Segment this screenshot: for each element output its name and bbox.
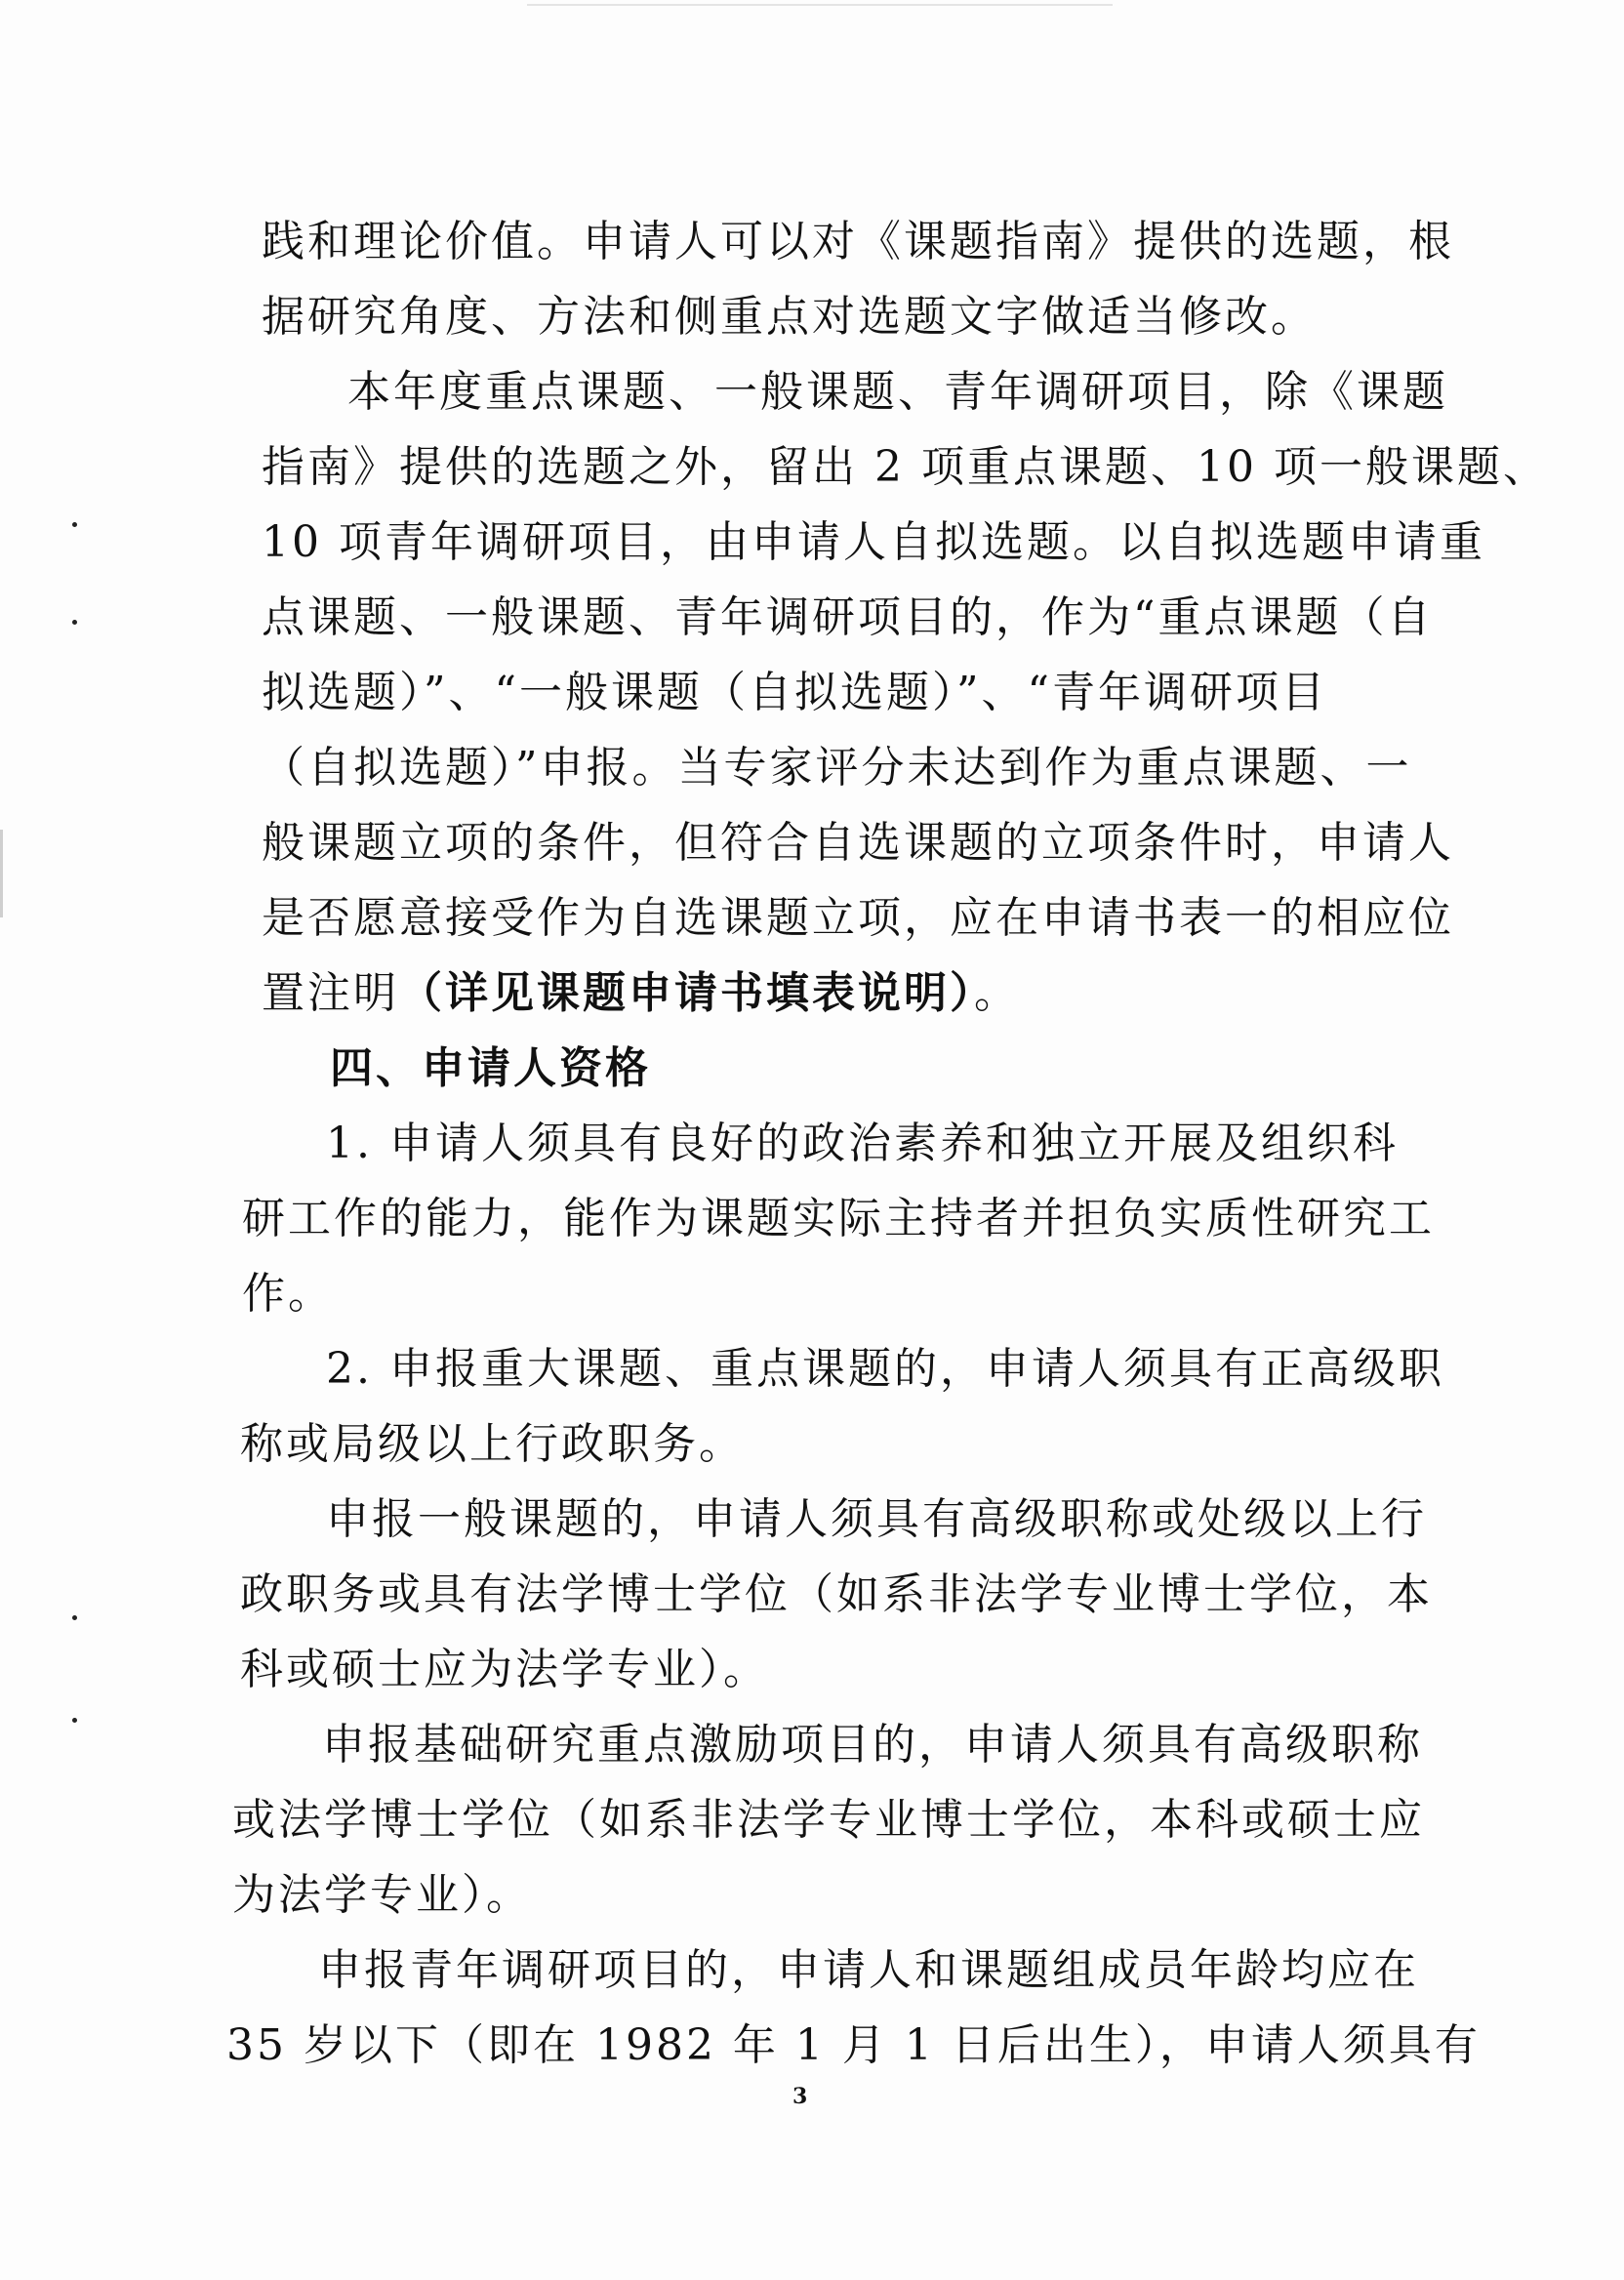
text-line: 10 项青年调研项目，由申请人自拟选题。以自拟选题申请重 — [262, 517, 1485, 567]
text-line — [262, 964, 1020, 1023]
text-line: 1. 申请人须具有良好的政治素养和独立开展及组织科 — [326, 1119, 1399, 1168]
text-segment: 置注明 — [262, 968, 399, 1018]
scan-speck — [72, 1615, 77, 1620]
text-line: 指南》提供的选题之外，留出 2 项重点课题、10 项一般课题、 — [262, 442, 1549, 492]
text-line: 践和理论价值。申请人可以对《课题指南》提供的选题，根 — [262, 217, 1454, 266]
text-line: 或法学博士学位（如系非法学专业博士学位，本科或硕士应 — [232, 1795, 1425, 1845]
text-line: 为法学专业）。 — [232, 1870, 532, 1920]
text-line: 作。 — [242, 1269, 334, 1319]
text-line: 本年度重点课题、一般课题、青年调研项目，除《课题 — [347, 367, 1448, 417]
text-line: 拟选题）”、“一般课题（自拟选题）”、“青年调研项目 — [262, 668, 1327, 717]
text-line: 科或硕士应为法学专业）。 — [240, 1645, 769, 1694]
text-line: 申报基础研究重点激励项目的，申请人须具有高级职称 — [322, 1720, 1423, 1770]
text-line: 研工作的能力，能作为课题实际主持者并担负实质性研究工 — [242, 1194, 1435, 1243]
text-line: 据研究角度、方法和侧重点对选题文字做适当修改。 — [262, 292, 1317, 342]
text-line: 2. 申报重大课题、重点课题的，申请人须具有正高级职 — [326, 1344, 1444, 1394]
page-number: 3 — [792, 2084, 808, 2109]
section-heading: 四、申请人资格 — [330, 1043, 651, 1093]
scan-speck — [72, 522, 77, 527]
text-segment: 。 — [974, 968, 1020, 1018]
text-line: 申报一般课题的，申请人须具有高级职称或处级以上行 — [326, 1494, 1427, 1544]
text-line: 点课题、一般课题、青年调研项目的，作为“重点课题（自 — [262, 592, 1434, 642]
text-line: 35 岁以下（即在 1982 年 1 月 1 日后出生），申请人须具有 — [226, 2020, 1481, 2070]
text-line: 般课题立项的条件，但符合自选课题的立项条件时，申请人 — [262, 818, 1454, 868]
scan-top-edge — [527, 4, 1113, 6]
scan-speck — [72, 1718, 77, 1723]
text-line: 称或局级以上行政职务。 — [240, 1419, 745, 1469]
bold-note: （详见课题申请书填表说明） — [399, 968, 974, 1018]
scan-speck — [72, 620, 77, 625]
text-line: （自拟选题）”申报。当专家评分未达到作为重点课题、一 — [262, 743, 1412, 793]
text-line: 是否愿意接受作为自选课题立项，应在申请书表一的相应位 — [262, 893, 1454, 943]
text-line: 申报青年调研项目的，申请人和课题组成员年龄均应在 — [318, 1945, 1419, 1995]
scan-edge-mark — [0, 830, 3, 917]
text-line: 政职务或具有法学博士学位（如系非法学专业博士学位，本 — [240, 1569, 1433, 1619]
